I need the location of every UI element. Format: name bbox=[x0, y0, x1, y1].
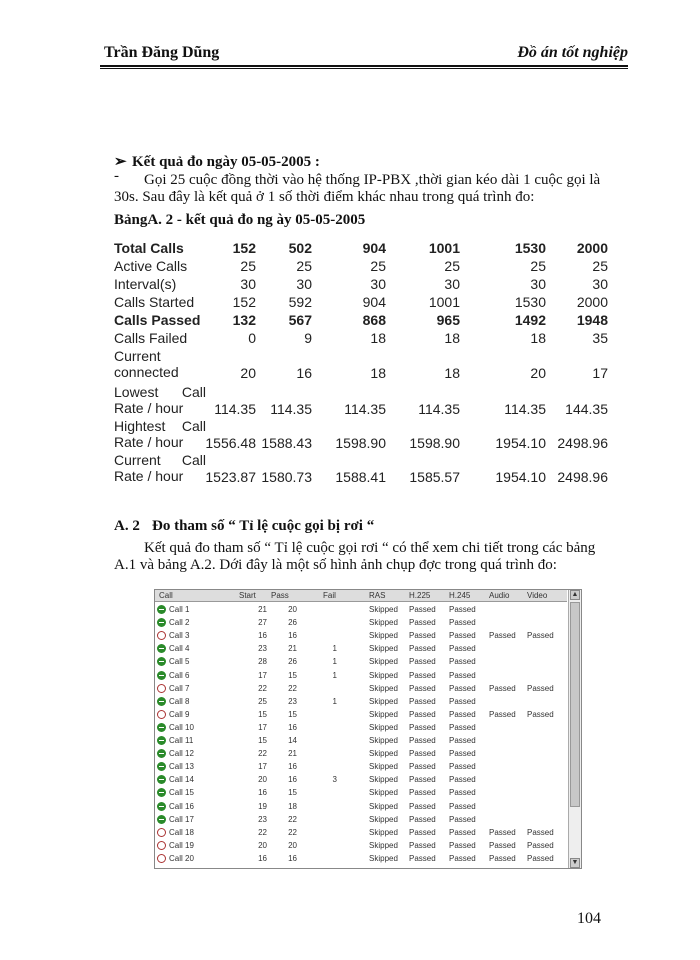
grid-cell: Passed bbox=[449, 605, 476, 614]
stats-cell: 502 bbox=[288, 240, 312, 256]
grid-cell: Call 16 bbox=[169, 801, 194, 811]
grid-cell: Call 8 bbox=[169, 696, 190, 706]
grid-cell: Passed bbox=[409, 801, 436, 811]
grid-cell: Call 11 bbox=[169, 736, 194, 745]
grid-cell: 23 bbox=[258, 644, 267, 654]
a2-number: A. 2 bbox=[114, 518, 140, 534]
grid-cell: Passed bbox=[449, 618, 476, 628]
grid-cell: Passed bbox=[409, 618, 436, 628]
status-ok-icon bbox=[157, 644, 166, 653]
grid-cell: Passed bbox=[409, 709, 436, 719]
grid-cell: 17 bbox=[258, 722, 267, 732]
stats-row-label bbox=[114, 240, 184, 256]
scroll-down-arrow-icon[interactable]: ▼ bbox=[571, 859, 579, 866]
stats-cell: 904 bbox=[362, 240, 386, 256]
status-ok-icon bbox=[157, 749, 166, 758]
grid-cell: Skipped bbox=[369, 722, 398, 732]
grid-cell: Passed bbox=[527, 709, 554, 719]
grid-cell: 3 bbox=[332, 775, 337, 785]
grid-cell: 16 bbox=[288, 775, 297, 785]
grid-cell: 23 bbox=[288, 696, 297, 706]
grid-row[interactable] bbox=[155, 642, 567, 655]
status-ok-icon bbox=[157, 618, 166, 627]
grid-cell: Call 3 bbox=[169, 631, 190, 641]
stats-cell: 132 bbox=[232, 312, 256, 328]
grid-cell: 16 bbox=[288, 853, 297, 863]
grid-row[interactable] bbox=[155, 616, 567, 629]
grid-cell: Passed bbox=[489, 631, 516, 641]
grid-cell: 22 bbox=[258, 683, 267, 693]
status-ok-icon bbox=[157, 657, 166, 666]
grid-cell: Call 1 bbox=[169, 605, 190, 614]
status-ok-icon bbox=[157, 788, 166, 797]
grid-cell: 21 bbox=[288, 644, 297, 654]
stats-cell: 18 bbox=[444, 330, 460, 346]
stats-cell: 114.35 bbox=[270, 401, 312, 417]
stats-cell: 1001 bbox=[428, 240, 460, 256]
stats-label-part: Current bbox=[114, 452, 161, 468]
scroll-thumb[interactable] bbox=[570, 602, 580, 807]
a2-paragraph bbox=[114, 540, 634, 574]
grid-cell: 1 bbox=[332, 644, 337, 654]
grid-cell: Skipped bbox=[369, 788, 398, 798]
stats-cell: 30 bbox=[296, 276, 312, 292]
grid-cell: 16 bbox=[288, 722, 297, 732]
grid-row[interactable] bbox=[155, 629, 567, 642]
grid-cell: Call 5 bbox=[169, 657, 190, 667]
grid-cell: Skipped bbox=[369, 749, 398, 759]
grid-cell: Passed bbox=[449, 801, 476, 811]
grid-cell: Passed bbox=[449, 788, 476, 798]
grid-cell: Passed bbox=[409, 840, 436, 850]
stats-label-part: Total Calls bbox=[114, 240, 184, 256]
stats-cell: 1523.87 bbox=[205, 469, 256, 485]
grid-cell: Passed bbox=[449, 696, 476, 706]
status-clock-icon bbox=[157, 631, 166, 640]
stats-label-part: Interval(s) bbox=[114, 276, 177, 292]
grid-cell: 21 bbox=[288, 749, 297, 759]
grid-cell: Passed bbox=[449, 840, 476, 850]
grid-cell: 15 bbox=[288, 709, 297, 719]
stats-label-part: Call bbox=[181, 384, 206, 400]
arrow-bullet-icon: ➢ bbox=[114, 154, 127, 170]
status-clock-icon bbox=[157, 828, 166, 837]
grid-cell: Call 10 bbox=[169, 722, 194, 732]
grid-cell: Call 12 bbox=[169, 749, 194, 759]
grid-row[interactable] bbox=[155, 813, 567, 826]
stats-cell: 18 bbox=[530, 330, 546, 346]
grid-cell: Passed bbox=[449, 683, 476, 693]
stats-label-part: Calls Failed bbox=[114, 330, 188, 346]
grid-cell: 25 bbox=[258, 696, 267, 706]
section-heading-text: Kết quả đo ngày 05-05-2005 : bbox=[132, 154, 320, 170]
grid-cell: Passed bbox=[409, 827, 436, 837]
grid-cell: 17 bbox=[258, 670, 267, 680]
grid-cell: Passed bbox=[527, 840, 554, 850]
grid-cell: Passed bbox=[409, 605, 436, 614]
grid-cell: 22 bbox=[288, 827, 297, 837]
grid-cell: Passed bbox=[489, 853, 516, 863]
grid-cell: Passed bbox=[449, 814, 476, 824]
grid-cell: Passed bbox=[527, 827, 554, 837]
grid-row[interactable] bbox=[155, 734, 567, 747]
stats-cell: 114.35 bbox=[214, 401, 256, 417]
grid-cell: 1 bbox=[332, 657, 337, 667]
grid-row[interactable] bbox=[155, 695, 567, 708]
stats-cell: 114.35 bbox=[418, 401, 460, 417]
stats-cell: 25 bbox=[530, 258, 546, 274]
stats-cell: 18 bbox=[444, 365, 460, 381]
header-title: Đồ án tốt nghiệp bbox=[517, 44, 628, 61]
stats-row-label bbox=[114, 330, 187, 346]
grid-cell: Call 9 bbox=[169, 709, 190, 719]
grid-cell: 19 bbox=[258, 801, 267, 811]
grid-cell: Passed bbox=[449, 657, 476, 667]
grid-cell: Skipped bbox=[369, 814, 398, 824]
stats-row-label bbox=[114, 258, 187, 274]
paragraph-line-1: Gọi 25 cuộc đồng thời vào hệ thống IP-PBX ,thời gian kéo dài 1 cuộc gọi là bbox=[144, 172, 601, 188]
grid-cell: Call 15 bbox=[169, 788, 194, 798]
grid-cell: Passed bbox=[409, 644, 436, 654]
grid-cell: Passed bbox=[527, 683, 554, 693]
grid-cell: Passed bbox=[489, 683, 516, 693]
grid-cell: 15 bbox=[258, 709, 267, 719]
stats-cell: 965 bbox=[436, 312, 460, 328]
grid-cell: Call 20 bbox=[169, 853, 194, 863]
grid-header bbox=[155, 590, 567, 602]
grid-cell: Passed bbox=[409, 853, 436, 863]
stats-cell: 25 bbox=[370, 258, 386, 274]
stats-cell: 30 bbox=[530, 276, 546, 292]
stats-label-part: Rate / hour bbox=[114, 468, 184, 484]
stats-cell: 16 bbox=[296, 365, 312, 381]
stats-cell: 144.35 bbox=[565, 401, 608, 417]
status-ok-icon bbox=[157, 697, 166, 706]
grid-cell: Passed bbox=[449, 775, 476, 785]
grid-cell: 18 bbox=[288, 801, 297, 811]
grid-column-header[interactable]: Start bbox=[239, 591, 256, 600]
grid-cell: Call 19 bbox=[169, 840, 194, 850]
grid-cell: Skipped bbox=[369, 631, 398, 641]
header-rule-thin bbox=[100, 68, 628, 69]
grid-cell: Passed bbox=[409, 749, 436, 759]
grid-cell: Skipped bbox=[369, 709, 398, 719]
status-ok-icon bbox=[157, 671, 166, 680]
grid-cell: Passed bbox=[409, 670, 436, 680]
section-heading bbox=[114, 152, 320, 171]
stats-row-label bbox=[114, 348, 179, 380]
stats-cell: 1954.10 bbox=[495, 435, 546, 451]
grid-cell: 17 bbox=[258, 762, 267, 772]
grid-cell: Passed bbox=[449, 670, 476, 680]
grid-cell: 20 bbox=[288, 605, 297, 614]
grid-cell: 15 bbox=[258, 736, 267, 745]
grid-cell: 22 bbox=[288, 683, 297, 693]
scroll-up-arrow-icon[interactable]: ▲ bbox=[571, 591, 579, 598]
stats-cell: 25 bbox=[296, 258, 312, 274]
grid-row[interactable] bbox=[155, 603, 567, 616]
stats-label-part: Call bbox=[181, 452, 206, 468]
stats-row-label bbox=[114, 418, 206, 450]
stats-cell: 2498.96 bbox=[557, 469, 608, 485]
vertical-scrollbar[interactable] bbox=[568, 590, 581, 868]
grid-cell: Passed bbox=[449, 736, 476, 745]
grid-column-header[interactable]: Pass bbox=[271, 591, 289, 600]
grid-cell: Skipped bbox=[369, 657, 398, 667]
grid-cell: 1 bbox=[332, 696, 337, 706]
grid-cell: 16 bbox=[258, 788, 267, 798]
grid-cell: Passed bbox=[489, 827, 516, 837]
stats-row-label bbox=[114, 312, 200, 328]
grid-cell: Passed bbox=[449, 631, 476, 641]
grid-cell: Call 14 bbox=[169, 775, 194, 785]
stats-cell: 20 bbox=[240, 365, 256, 381]
stats-cell: 1580.73 bbox=[261, 469, 312, 485]
stats-row-label bbox=[114, 452, 206, 484]
grid-cell: Passed bbox=[409, 788, 436, 798]
stats-cell: 1954.10 bbox=[495, 469, 546, 485]
status-ok-icon bbox=[157, 775, 166, 784]
grid-cell: 14 bbox=[288, 736, 297, 745]
grid-row[interactable] bbox=[155, 852, 567, 865]
grid-cell: Call 13 bbox=[169, 762, 194, 772]
stats-cell: 25 bbox=[240, 258, 256, 274]
grid-cell: Skipped bbox=[369, 775, 398, 785]
grid-cell: Passed bbox=[409, 722, 436, 732]
stats-cell: 114.35 bbox=[344, 401, 386, 417]
stats-cell: 30 bbox=[240, 276, 256, 292]
stats-label-part: Hightest bbox=[114, 418, 166, 434]
grid-cell: Call 7 bbox=[169, 683, 190, 693]
stats-cell: 30 bbox=[444, 276, 460, 292]
grid-cell: 16 bbox=[258, 631, 267, 641]
stats-cell: 1948 bbox=[576, 312, 608, 328]
grid-cell: 28 bbox=[258, 657, 267, 667]
stats-label-part: Lowest bbox=[114, 384, 159, 400]
grid-column-header[interactable]: H.245 bbox=[449, 591, 471, 600]
grid-cell: Skipped bbox=[369, 736, 398, 745]
stats-cell: 1530 bbox=[514, 294, 546, 310]
stats-label-part: Current bbox=[114, 348, 161, 364]
grid-cell: Passed bbox=[409, 736, 436, 745]
stats-cell: 18 bbox=[370, 365, 386, 381]
grid-cell: 22 bbox=[288, 814, 297, 824]
stats-cell: 1492 bbox=[514, 312, 546, 328]
status-ok-icon bbox=[157, 736, 166, 745]
stats-cell: 35 bbox=[592, 330, 608, 346]
grid-cell: Passed bbox=[409, 631, 436, 641]
grid-column-header[interactable]: Audio bbox=[489, 591, 510, 600]
status-ok-icon bbox=[157, 605, 166, 614]
stats-cell: 1556.48 bbox=[205, 435, 256, 451]
grid-cell: 22 bbox=[258, 749, 267, 759]
status-clock-icon bbox=[157, 841, 166, 850]
header-rule bbox=[100, 65, 628, 67]
stats-cell: 30 bbox=[592, 276, 608, 292]
grid-cell: Skipped bbox=[369, 853, 398, 863]
stats-cell: 904 bbox=[362, 294, 386, 310]
paragraph-line-2: 30s. Sau đây là kết quả ở 1 số thời điểm khác nhau trong quá trình đo: bbox=[114, 189, 535, 205]
grid-cell: 21 bbox=[258, 605, 267, 614]
stats-label-part: Rate / hour bbox=[114, 400, 184, 416]
grid-column-header[interactable]: Call bbox=[159, 591, 173, 600]
stats-cell: 25 bbox=[592, 258, 608, 274]
grid-row[interactable] bbox=[155, 786, 567, 799]
grid-cell: Passed bbox=[409, 696, 436, 706]
stats-cell: 152 bbox=[232, 294, 256, 310]
grid-cell: 20 bbox=[258, 775, 267, 785]
stats-cell: 20 bbox=[530, 365, 546, 381]
stats-label-part: connected bbox=[114, 364, 179, 380]
stats-cell: 0 bbox=[248, 330, 256, 346]
a2-paragraph-line-1: Kết quả đo tham số “ Tỉ lệ cuộc gọi rơi “ có thể xem chi tiết trong các bảng bbox=[144, 540, 596, 556]
grid-cell: Passed bbox=[449, 749, 476, 759]
grid-row[interactable] bbox=[155, 747, 567, 760]
grid-row[interactable] bbox=[155, 826, 567, 839]
stats-cell: 152 bbox=[232, 240, 256, 256]
a2-heading-text: Đo tham số “ Tỉ lệ cuộc gọi bị rơi “ bbox=[152, 518, 375, 534]
stats-cell: 2000 bbox=[576, 294, 608, 310]
stats-cell: 25 bbox=[444, 258, 460, 274]
grid-cell: Call 18 bbox=[169, 827, 194, 837]
stats-cell: 592 bbox=[288, 294, 312, 310]
grid-cell: 16 bbox=[288, 762, 297, 772]
grid-cell: 16 bbox=[258, 853, 267, 863]
grid-cell: 26 bbox=[288, 657, 297, 667]
grid-cell: Skipped bbox=[369, 801, 398, 811]
grid-row[interactable] bbox=[155, 760, 567, 773]
call-results-screenshot bbox=[154, 589, 582, 869]
grid-cell: 15 bbox=[288, 670, 297, 680]
stats-row-label bbox=[114, 276, 176, 292]
stats-cell: 17 bbox=[592, 365, 608, 381]
stats-cell: 1530 bbox=[514, 240, 546, 256]
stats-cell: 1598.90 bbox=[335, 435, 386, 451]
stats-cell: 18 bbox=[370, 330, 386, 346]
grid-cell: Passed bbox=[489, 709, 516, 719]
grid-cell: 16 bbox=[288, 631, 297, 641]
grid-cell: Passed bbox=[449, 722, 476, 732]
grid-cell: Skipped bbox=[369, 618, 398, 628]
grid-cell: Skipped bbox=[369, 670, 398, 680]
grid-cell: Call 6 bbox=[169, 670, 190, 680]
grid-cell: Passed bbox=[527, 853, 554, 863]
grid-cell: Passed bbox=[409, 814, 436, 824]
stats-cell: 1585.57 bbox=[409, 469, 460, 485]
grid-column-header[interactable]: Fail bbox=[323, 591, 336, 600]
grid-cell: Passed bbox=[449, 853, 476, 863]
grid-row[interactable] bbox=[155, 721, 567, 734]
dash-bullet: - bbox=[114, 168, 119, 184]
grid-cell: Passed bbox=[527, 631, 554, 641]
grid-cell: Passed bbox=[489, 840, 516, 850]
grid-cell: 1 bbox=[332, 670, 337, 680]
grid-cell: Passed bbox=[409, 775, 436, 785]
stats-label-part: Rate / hour bbox=[114, 434, 184, 450]
status-clock-icon bbox=[157, 710, 166, 719]
stats-cell: 868 bbox=[362, 312, 386, 328]
grid-row[interactable] bbox=[155, 800, 567, 813]
grid-cell: 20 bbox=[258, 840, 267, 850]
grid-cell: 27 bbox=[258, 618, 267, 628]
grid-cell: Skipped bbox=[369, 762, 398, 772]
grid-row[interactable] bbox=[155, 708, 567, 721]
status-clock-icon bbox=[157, 854, 166, 863]
grid-row[interactable] bbox=[155, 773, 567, 786]
grid-cell: Passed bbox=[449, 827, 476, 837]
stats-row-label bbox=[114, 384, 206, 416]
grid-cell: 22 bbox=[258, 827, 267, 837]
grid-cell: Skipped bbox=[369, 840, 398, 850]
table-caption: BảngA. 2 - kết quả đo ng ày 05-05-2005 bbox=[114, 212, 366, 228]
stats-label-part: Active Calls bbox=[114, 258, 188, 274]
status-ok-icon bbox=[157, 762, 166, 771]
stats-cell: 1001 bbox=[428, 294, 460, 310]
stats-cell: 9 bbox=[304, 330, 312, 346]
stats-cell: 2000 bbox=[576, 240, 608, 256]
status-ok-icon bbox=[157, 815, 166, 824]
status-ok-icon bbox=[157, 723, 166, 732]
stats-cell: 30 bbox=[370, 276, 386, 292]
stats-row-label bbox=[114, 294, 194, 310]
stats-label-part: Calls Passed bbox=[114, 312, 201, 328]
stats-label-part: Calls Started bbox=[114, 294, 195, 310]
section-paragraph bbox=[114, 168, 634, 206]
status-clock-icon bbox=[157, 684, 166, 693]
grid-row[interactable] bbox=[155, 839, 567, 852]
grid-row[interactable] bbox=[155, 682, 567, 695]
grid-cell: Skipped bbox=[369, 696, 398, 706]
a2-paragraph-line-2: A.1 và bảng A.2. Dới đây là một số hình ảnh chụp đợc trong quá trình đo: bbox=[114, 557, 557, 573]
header-author: Trần Đăng Dũng bbox=[104, 44, 220, 61]
grid-cell: Skipped bbox=[369, 644, 398, 654]
grid-cell: Skipped bbox=[369, 827, 398, 837]
grid-column-header[interactable]: H.225 bbox=[409, 591, 431, 600]
grid-cell: 15 bbox=[288, 788, 297, 798]
grid-cell: 20 bbox=[288, 840, 297, 850]
grid-cell: 23 bbox=[258, 814, 267, 824]
stats-cell: 114.35 bbox=[504, 401, 546, 417]
a2-heading bbox=[114, 518, 374, 535]
stats-label-part: Call bbox=[181, 418, 206, 434]
grid-cell: Passed bbox=[409, 657, 436, 667]
status-ok-icon bbox=[157, 802, 166, 811]
grid-cell: Call 2 bbox=[169, 618, 190, 628]
stats-cell: 2498.96 bbox=[557, 435, 608, 451]
grid-column-header[interactable]: RAS bbox=[369, 591, 386, 600]
grid-cell: Call 17 bbox=[169, 814, 194, 824]
grid-cell: 26 bbox=[288, 618, 297, 628]
stats-cell: 567 bbox=[288, 312, 312, 328]
stats-cell: 1588.41 bbox=[335, 469, 386, 485]
grid-cell: Passed bbox=[409, 762, 436, 772]
grid-row[interactable] bbox=[155, 669, 567, 682]
grid-cell: Passed bbox=[449, 709, 476, 719]
grid-column-header[interactable]: Video bbox=[527, 591, 548, 600]
grid-cell: Skipped bbox=[369, 683, 398, 693]
grid-cell: Passed bbox=[449, 762, 476, 772]
page-number: 104 bbox=[577, 910, 601, 927]
stats-cell: 1588.43 bbox=[261, 435, 312, 451]
grid-row[interactable] bbox=[155, 655, 567, 668]
grid-cell: Call 4 bbox=[169, 644, 190, 654]
grid-cell: Passed bbox=[409, 683, 436, 693]
stats-cell: 1598.90 bbox=[409, 435, 460, 451]
grid-cell: Skipped bbox=[369, 605, 398, 614]
grid-cell: Passed bbox=[449, 644, 476, 654]
